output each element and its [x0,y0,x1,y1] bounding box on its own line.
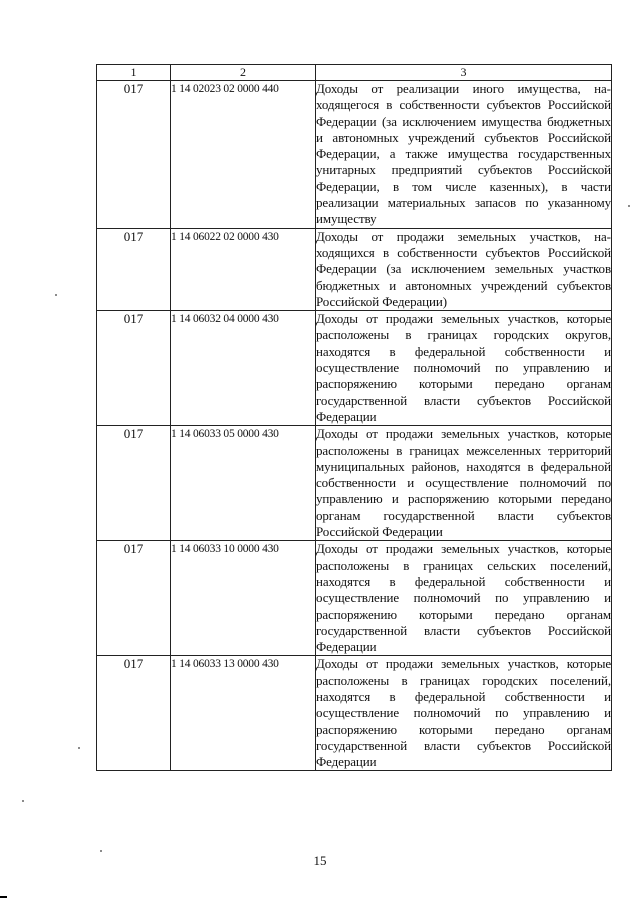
revenue-description-cell: Доходы от продажи земельных участков, которые расположены в границах городских округов, находятся в федеральной собственности и осуществление полномочий по управлению и распоряжению которыми передано органам государственной власти субъектов Российской Федерации [316,311,611,424]
scan-speck [628,205,630,207]
revenue-description-cell: Доходы от реализации иного имущества, находящегося в собственности субъектов Российской Федерации (за исключением имущества бюджетных и автономных учреждений субъектов Российской Федерации, а также имущества государственных унитарных предприятий субъектов Российской Федерации, в том числе казенных), в части реализации материальных запасов по указанному имуществу [316,81,611,227]
revenue-description-cell: Доходы от продажи земельных участков, которые расположены в границах сельских поселений, находятся в федеральной собственности и осуществление полномочий по управлению и распоряжению которыми передано органам государственной власти субъектов Российской Федерации [316,541,611,655]
admin-code-cell: 017 [97,656,171,771]
column-header-3: 3 [316,65,612,81]
table-header-row [97,65,612,81]
budget-classification-code-cell: 1 14 02023 02 0000 440 [171,81,316,229]
column-header-1: 1 [97,65,171,81]
page-number: 15 [313,853,327,868]
admin-code-cell: 017 [97,311,171,426]
table-row [97,656,612,771]
revenue-description-cell: Доходы от продажи земельных участков, которые расположены в границах городских поселений, находятся в федеральной собственности и осуществление полномочий по управлению и распоряжению которыми передано органам государственной власти субъектов Российской Федерации [316,656,611,770]
table-row [97,311,612,426]
scan-speck [100,850,102,852]
budget-classification-code-cell: 1 14 06033 10 0000 430 [171,541,316,656]
scan-speck [55,294,57,296]
column-header-2: 2 [171,65,316,81]
table-row [97,81,612,229]
admin-code-cell: 017 [97,228,171,310]
table-row [97,426,612,541]
revenue-codes-table [96,64,612,771]
revenue-description-cell: Доходы от продажи земельных участков, находящихся в собственности субъектов Российской Федерации (за исключением земельных участков бюджетных и автономных учреждений субъектов Российской Федерации) [316,228,611,309]
revenue-description-cell: Доходы от продажи земельных участков, которые расположены в границах межселенных территорий муниципальных районов, находятся в федеральной собственности и осуществление полномочий по управлению и распоряжению которыми передано органам государственной власти субъектов Российской Федерации [316,426,611,540]
budget-classification-code-cell: 1 14 06022 02 0000 430 [171,228,316,310]
admin-code-cell: 017 [97,541,171,656]
admin-code-cell: 017 [97,426,171,541]
admin-code-cell: 017 [97,81,171,229]
table-row [97,228,612,310]
budget-classification-code-cell: 1 14 06032 04 0000 430 [171,311,316,426]
budget-classification-code-cell: 1 14 06033 13 0000 430 [171,656,316,771]
budget-classification-code-cell: 1 14 06033 05 0000 430 [171,426,316,541]
scan-speck [78,747,80,749]
scan-edge-mark [0,896,7,898]
scan-speck [22,800,24,802]
table-row [97,541,612,656]
